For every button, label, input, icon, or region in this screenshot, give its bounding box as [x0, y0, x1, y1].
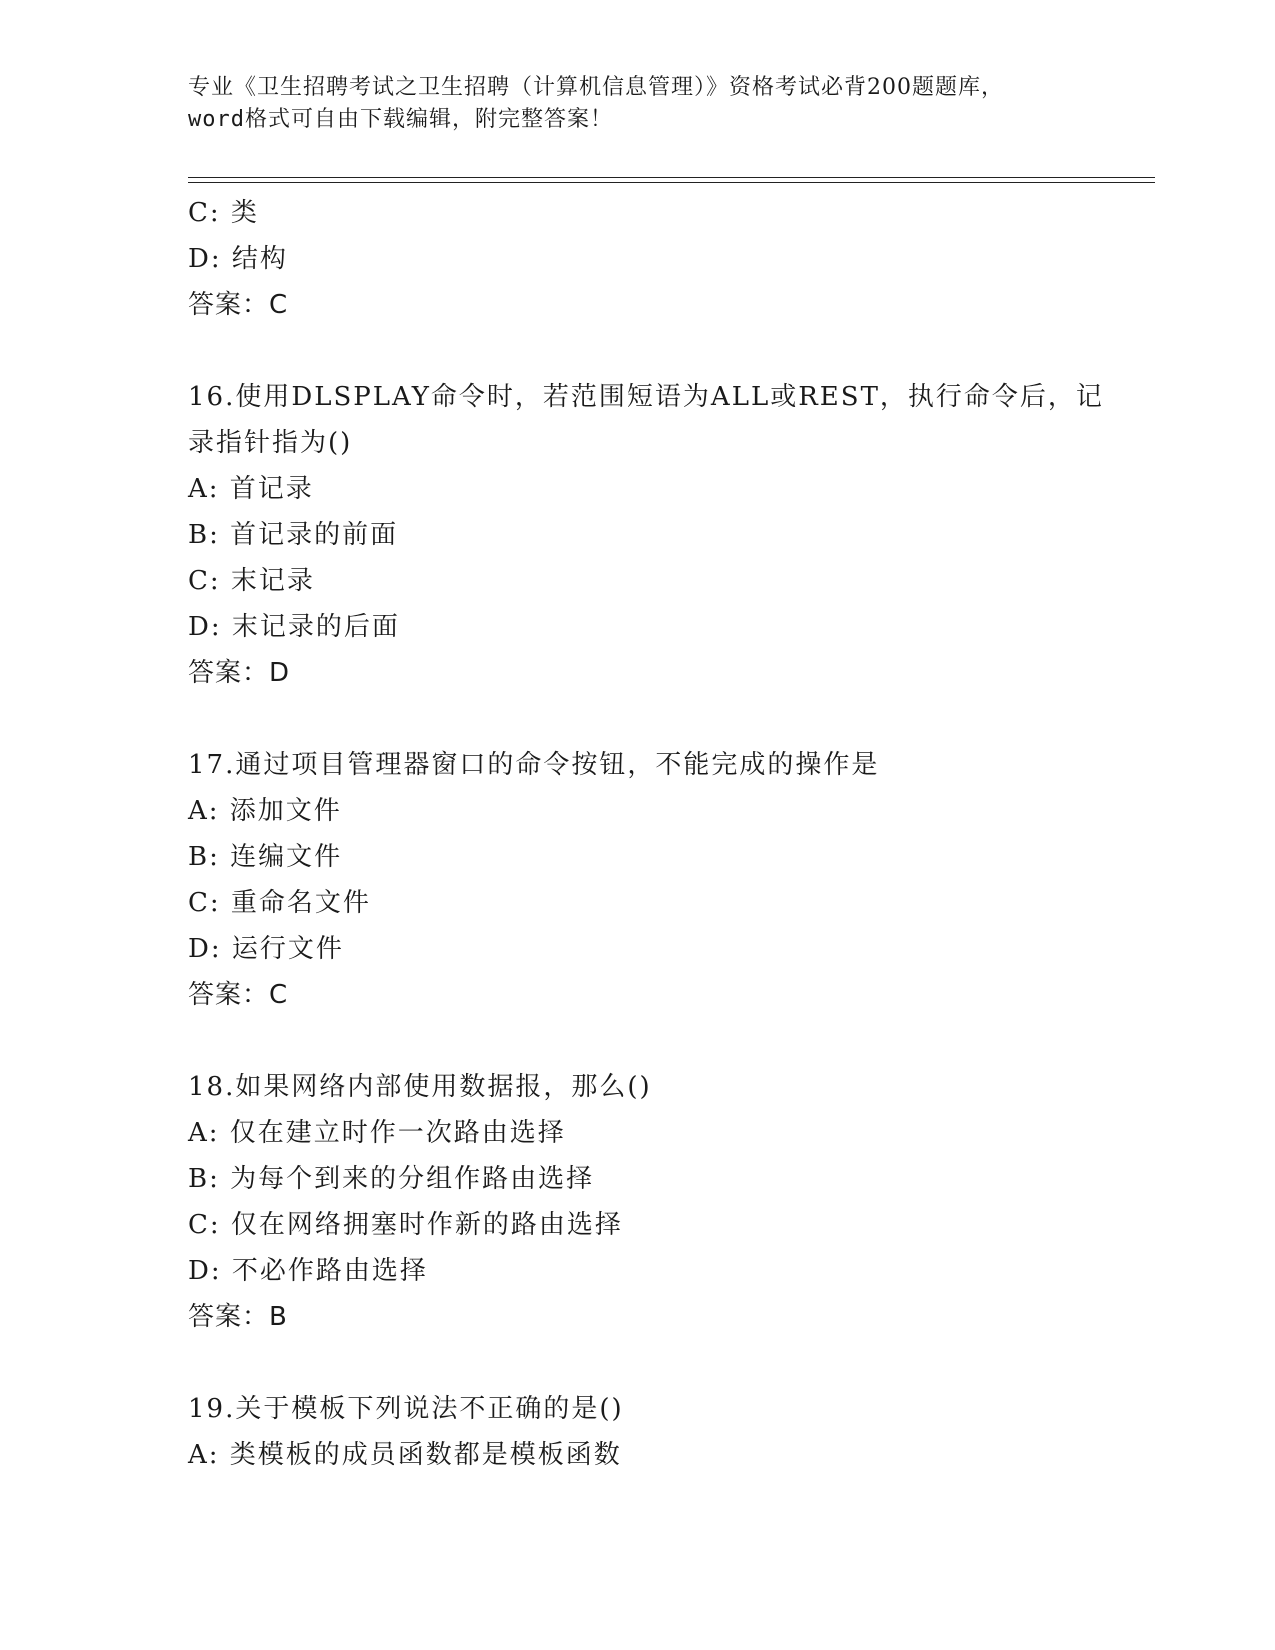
question-16-answer: 答案：D [188, 658, 291, 688]
question-19-option-a: A: 类模板的成员函数都是模板函数 [188, 1440, 622, 1470]
question-spacer [188, 328, 1148, 374]
question-17-option-b: B: 连编文件 [188, 842, 343, 872]
question-18-option-d: D: 不必作路由选择 [188, 1256, 428, 1286]
question-list [188, 190, 1148, 1478]
question-15-answer: 答案：C [188, 290, 289, 320]
question-17-option-d: D: 运行文件 [188, 934, 344, 964]
question-18 [188, 1064, 1148, 1340]
question-spacer [188, 696, 1148, 742]
question-spacer [188, 1340, 1148, 1386]
header-title-line-2: word格式可自由下载编辑，附完整答案！ [188, 107, 613, 132]
question-18-option-b: B: 为每个到来的分组作路由选择 [188, 1164, 595, 1194]
question-spacer [188, 1018, 1148, 1064]
question-18-option-c: C: 仅在网络拥塞时作新的路由选择 [188, 1210, 623, 1240]
question-15 [188, 190, 1148, 328]
question-15-option-c: C: 类 [188, 198, 259, 228]
question-16-option-b: B: 首记录的前面 [188, 520, 399, 550]
question-16-stem-line-1: 16.使用DLSPLAY命令时，若范围短语为ALL或REST，执行命令后，记 [188, 382, 1104, 412]
question-18-option-a: A: 仅在建立时作一次路由选择 [188, 1118, 566, 1148]
question-15-option-d: D: 结构 [188, 244, 288, 274]
question-17 [188, 742, 1148, 1018]
header-title-line-1: 专业《卫生招聘考试之卫生招聘（计算机信息管理）》资格考试必背200题题库， [188, 75, 1004, 100]
question-17-option-c: C: 重命名文件 [188, 888, 371, 918]
document-header [188, 72, 1148, 136]
question-18-answer: 答案：B [188, 1302, 288, 1332]
question-16-option-c: C: 末记录 [188, 566, 315, 596]
question-17-option-a: A: 添加文件 [188, 796, 342, 826]
header-divider-bottom [188, 182, 1155, 183]
question-19-stem: 19.关于模板下列说法不正确的是() [188, 1394, 624, 1424]
question-16 [188, 374, 1148, 696]
question-18-stem: 18.如果网络内部使用数据报，那么() [188, 1072, 652, 1102]
header-divider-top [188, 177, 1155, 178]
question-19 [188, 1386, 1148, 1478]
question-16-stem-line-2: 录指针指为() [188, 428, 353, 458]
question-16-option-a: A: 首记录 [188, 474, 314, 504]
question-17-stem: 17.通过项目管理器窗口的命令按钮，不能完成的操作是 [188, 750, 880, 780]
question-16-option-d: D: 末记录的后面 [188, 612, 400, 642]
question-17-answer: 答案：C [188, 980, 289, 1010]
